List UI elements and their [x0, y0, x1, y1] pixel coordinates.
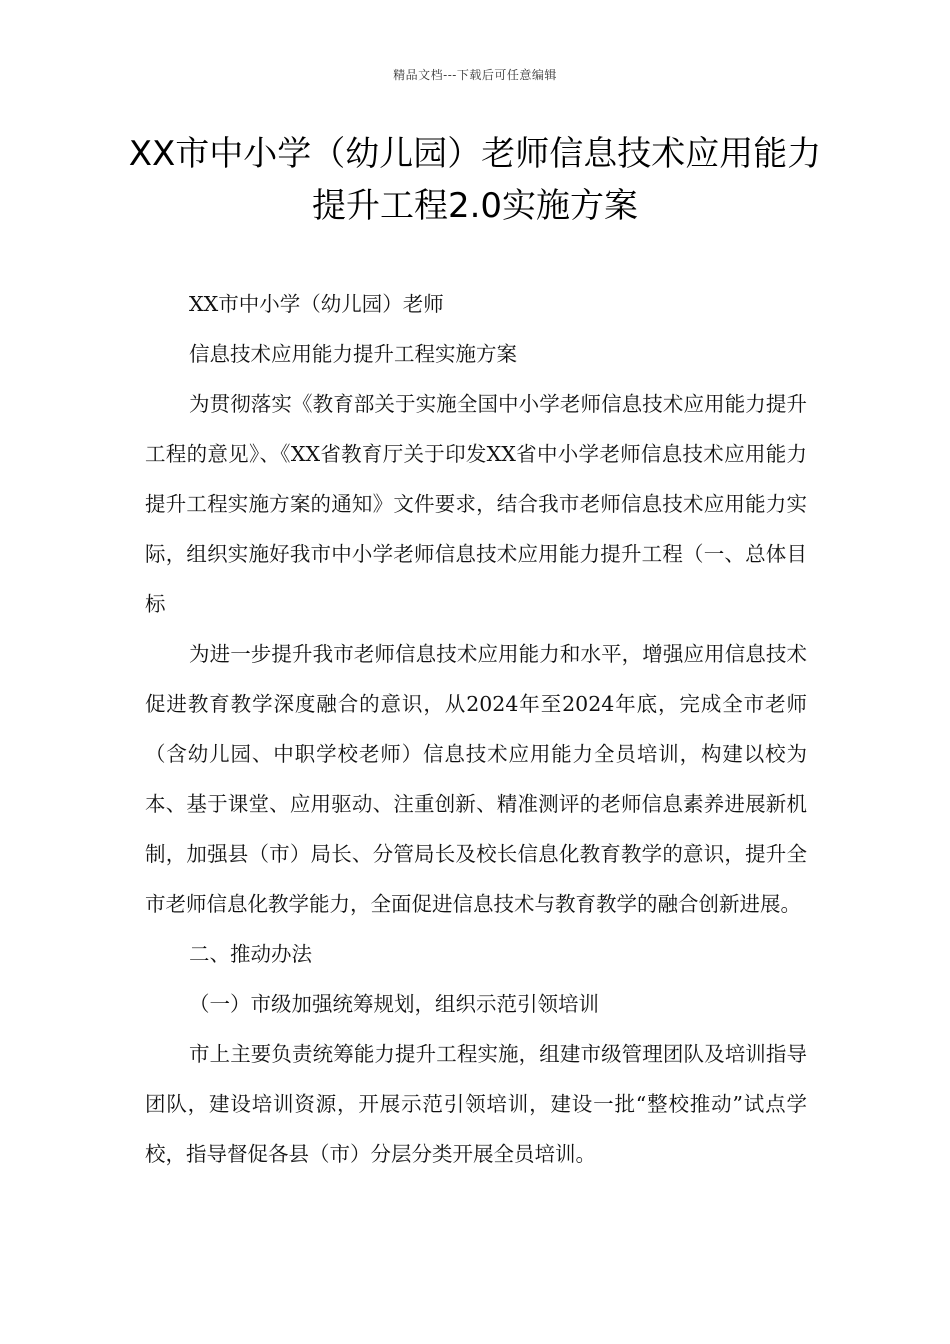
- paragraph: 为进一步提升我市老师信息技术应用能力和水平，增强应用信息技术促进教育教学深度融合的意识，从2024年至2024年底，完成全市老师（含幼儿园、中职学校老师）信息技术应用能力全员培训，构建以校为本、基于课堂、应用驱动、注重创新、精准测评的老师信息素养进展新机制，加强县（市）局长、分管局长及校长信息化教育教学的意识，提升全市老师信息化教学能力，全面促进信息技术与教育教学的融合创新进展。: [145, 642, 807, 916]
- section-heading: 二、推动办法: [189, 942, 312, 966]
- paragraph: XX市中小学（幼儿园）老师: [189, 292, 444, 316]
- paragraph: 为贯彻落实《教育部关于实施全国中小学老师信息技术应用能力提升工程的意见》、《XX省教育厅关于印发XX省中小学老师信息技术应用能力提升工程实施方案的通知》文件要求，结合我市老师信息技术应用能力实际，组织实施好我市中小学老师信息技术应用能力提升工程（一、总体目标: [145, 392, 807, 616]
- header-note: 精品文档---下载后可任意编辑: [393, 68, 557, 82]
- paragraph: 信息技术应用能力提升工程实施方案: [189, 342, 517, 366]
- document-body: [145, 279, 807, 1179]
- document-title: XX市中小学（幼儿园）老师信息技术应用能力提升工程2.0实施方案: [128, 134, 822, 226]
- subsection-heading: （一）市级加强统筹规划，组织示范引领培训: [189, 992, 599, 1016]
- paragraph: 市上主要负责统筹能力提升工程实施，组建市级管理团队及培训指导团队，建设培训资源，开展示范引领培训，建设一批“整校推动”试点学校，指导督促各县（市）分层分类开展全员培训。: [145, 1042, 807, 1166]
